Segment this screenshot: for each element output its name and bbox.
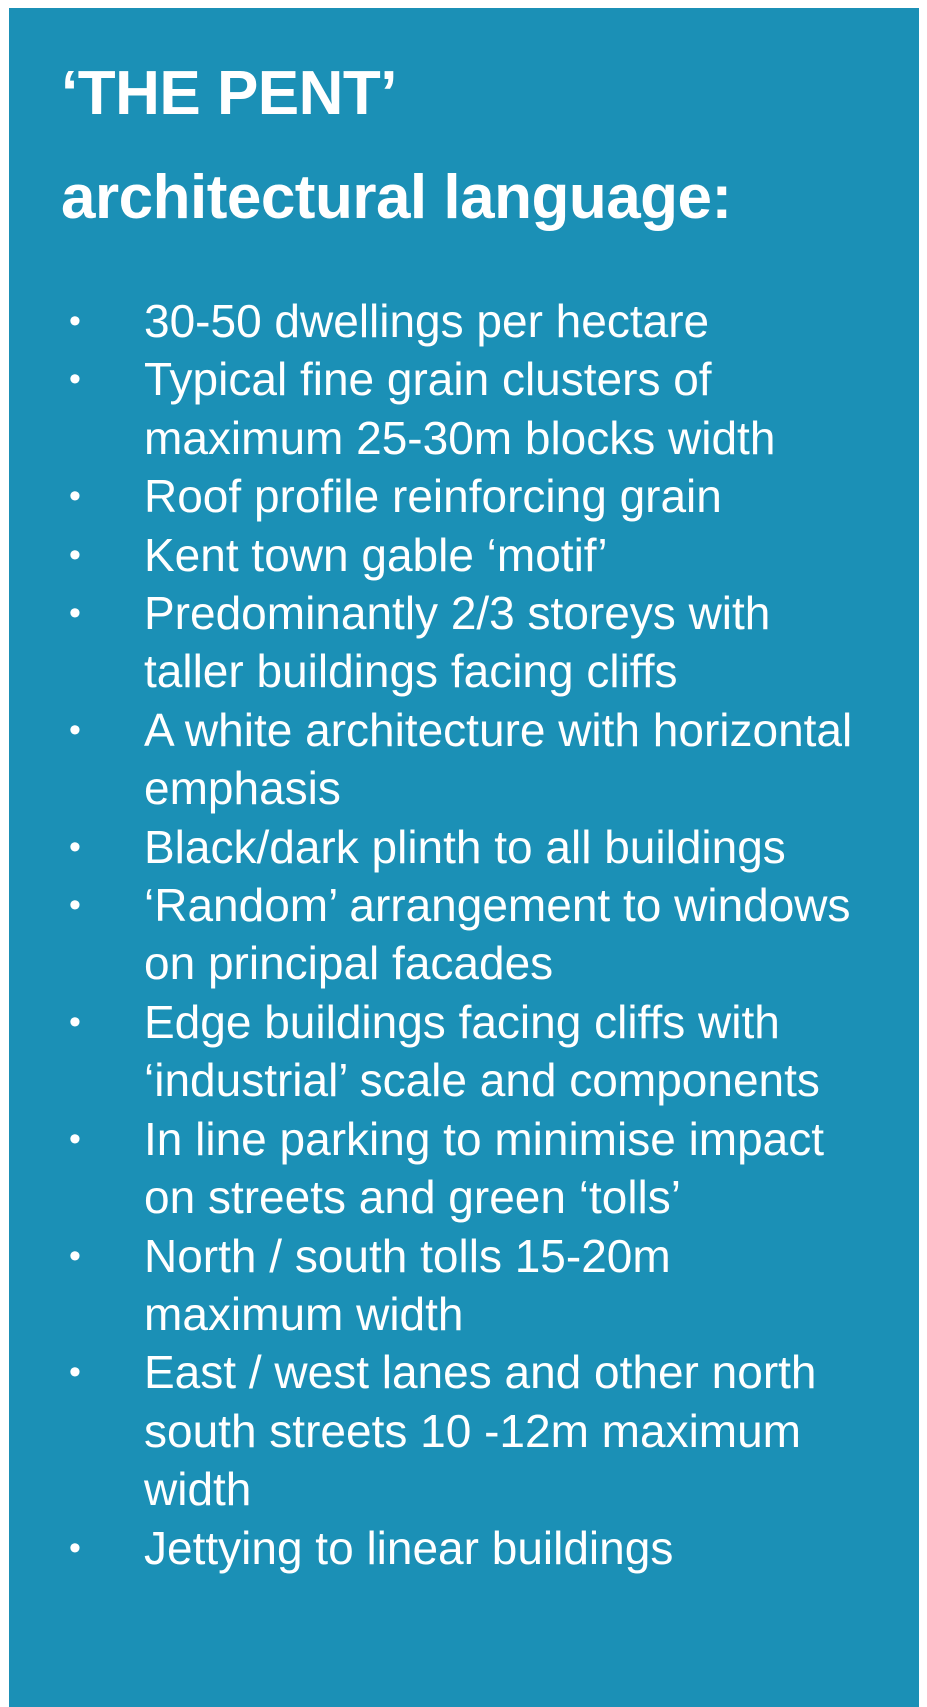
list-item-text: Typical fine grain clusters of maximum 25-30m blocks width bbox=[144, 353, 776, 464]
list-item-text: Edge buildings facing cliffs with ‘industrial’ scale and components bbox=[144, 995, 820, 1107]
list-item bbox=[61, 350, 879, 467]
list-item-text: Roof profile reinforcing grain bbox=[144, 470, 722, 523]
bullet-icon: • bbox=[69, 1353, 81, 1392]
panel-title bbox=[61, 42, 879, 250]
list-item bbox=[61, 1110, 879, 1227]
list-item bbox=[61, 1343, 879, 1518]
list-item-text: Black/dark plinth to all buildings bbox=[144, 820, 786, 873]
list-item-text: 30-50 dwellings per hectare bbox=[144, 295, 710, 347]
list-item bbox=[61, 1227, 879, 1344]
bullet-icon: • bbox=[69, 1002, 81, 1041]
list-item-text: East / west lanes and other north south streets 10 -12m maximum width bbox=[144, 1346, 817, 1516]
list-item-text: In line parking to minimise impact on streets and green ‘tolls’ bbox=[144, 1112, 825, 1224]
list-item-text: North / south tolls 15-20m maximum width bbox=[144, 1229, 671, 1340]
list-item-text: Kent town gable ‘motif’ bbox=[144, 528, 608, 581]
list-item bbox=[61, 467, 879, 525]
title-line-1: ‘THE PENT’ bbox=[61, 59, 398, 128]
list-item bbox=[61, 818, 879, 876]
bullet-icon: • bbox=[69, 477, 81, 516]
list-item bbox=[61, 1519, 879, 1577]
list-item bbox=[61, 993, 879, 1110]
bullet-icon: • bbox=[69, 360, 81, 399]
info-panel bbox=[9, 8, 919, 1707]
bullet-icon: • bbox=[69, 1119, 81, 1158]
list-item-text: ‘Random’ arrangement to windows on principal facades bbox=[144, 879, 851, 990]
bullet-icon: • bbox=[69, 1236, 81, 1275]
bullet-list bbox=[61, 292, 879, 1577]
list-item bbox=[61, 526, 879, 584]
list-item bbox=[61, 292, 879, 350]
list-item-text: Predominantly 2/3 storeys with taller buildings facing cliffs bbox=[144, 587, 771, 698]
bullet-icon: • bbox=[69, 1528, 81, 1567]
bullet-icon: • bbox=[69, 886, 81, 925]
bullet-icon: • bbox=[69, 710, 81, 749]
bullet-icon: • bbox=[69, 302, 81, 340]
title-line-2: architectural language: bbox=[61, 163, 732, 232]
bullet-icon: • bbox=[69, 827, 81, 866]
list-item-text: Jettying to linear buildings bbox=[144, 1521, 674, 1574]
list-item bbox=[61, 584, 879, 701]
bullet-icon: • bbox=[69, 594, 81, 633]
list-item bbox=[61, 876, 879, 993]
bullet-icon: • bbox=[69, 535, 81, 574]
list-item-text: A white architecture with horizontal emphasis bbox=[144, 703, 853, 815]
list-item bbox=[61, 701, 879, 818]
